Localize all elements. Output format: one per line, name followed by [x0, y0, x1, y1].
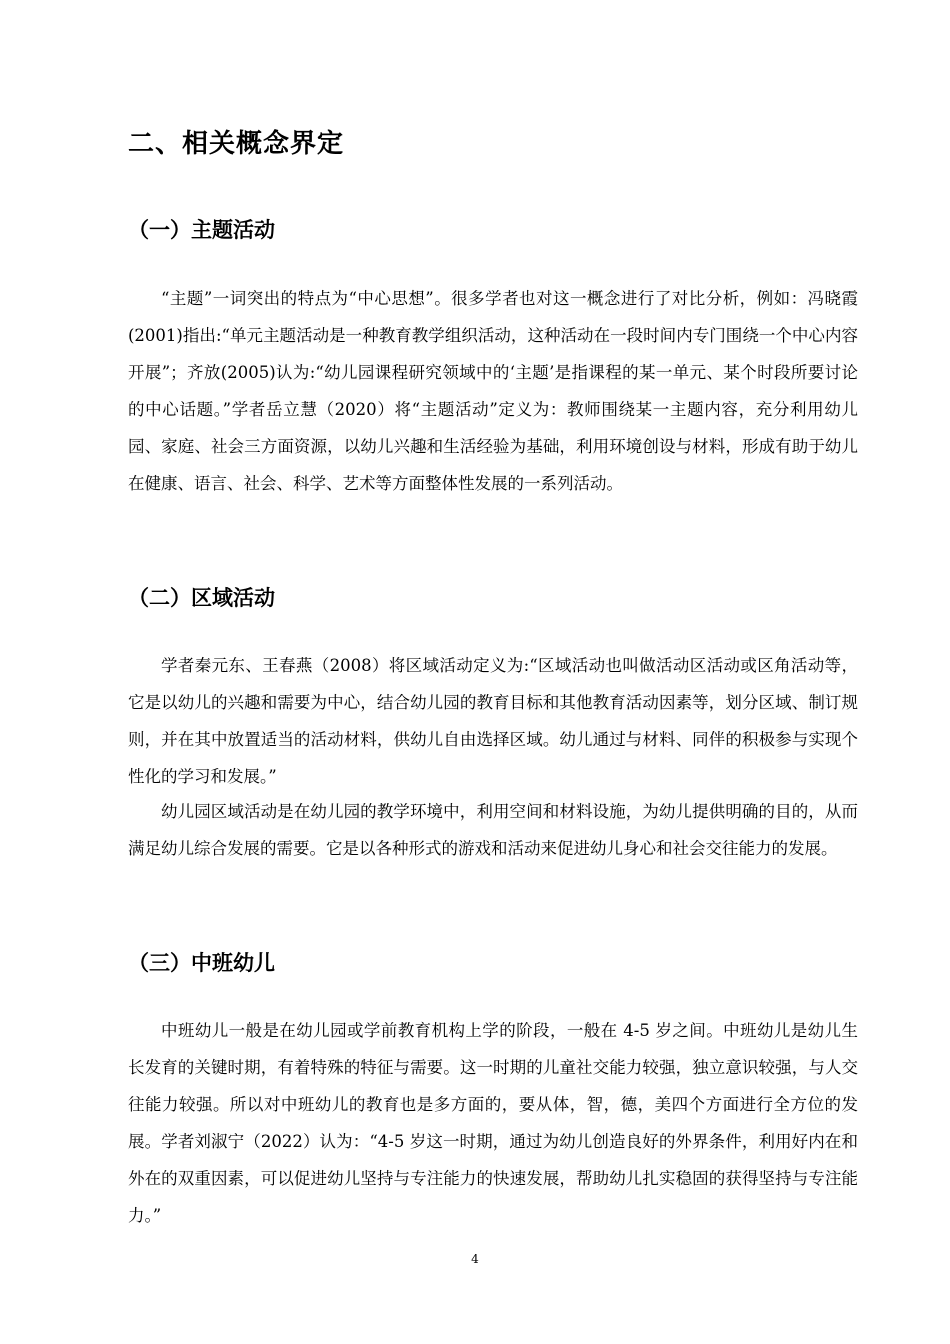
subsection-heading-area-activity: （二）区域活动: [128, 586, 275, 610]
subsection-heading-middle-class-children: （三）中班幼儿: [128, 951, 275, 975]
paragraph-area-activity-purpose: 幼儿园区域活动是在幼儿园的教学环境中，利用空间和材料设施，为幼儿提供明确的目的，从而满足幼儿综合发展的需要。它是以各种形式的游戏和活动来促进幼儿身心和社会交往能力的发展。: [128, 802, 858, 858]
paragraph-theme-activity: “主题”一词突出的特点为“中心思想”。很多学者也对这一概念进行了对比分析，例如：冯晓霞(2001)指出:“单元主题活动是一种教育教学组织活动，这种活动在一段时间内专门围绕一个中心内容开展”；齐放(2005)认为:“幼儿园课程研究领域中的‘主题’是指课程的某一单元、某个时段所要讨论的中心话题。”学者岳立慧（2020）将“主题活动”定义为：教师围绕某一主题内容，充分利用幼儿园、家庭、社会三方面资源，以幼儿兴趣和生活经验为基础，利用环境创设与材料，形成有助于幼儿在健康、语言、社会、科学、艺术等方面整体性发展的一系列活动。: [128, 289, 858, 493]
section-title: 二、相关概念界定: [128, 129, 345, 159]
paragraph-middle-class-children: 中班幼儿一般是在幼儿园或学前教育机构上学的阶段，一般在 4-5 岁之间。中班幼儿是幼儿生长发育的关键时期，有着特殊的特征与需要。这一时期的儿童社交能力较强，独立意识较强，与人交往能力较强。所以对中班幼儿的教育也是多方面的，要从体，智，德，美四个方面进行全方位的发展。学者刘淑宁（2022）认为：“4-5 岁这一时期，通过为幼儿创造良好的外界条件，利用好内在和外在的双重因素，可以促进幼儿坚持与专注能力的快速发展，帮助幼儿扎实稳固的获得坚持与专注能力。”: [128, 1021, 858, 1225]
subsection-heading-theme-activity: （一）主题活动: [128, 218, 275, 242]
paragraph-area-activity-definition: 学者秦元东、王春燕（2008）将区域活动定义为:“区域活动也叫做活动区活动或区角活动等，它是以幼儿的兴趣和需要为中心，结合幼儿园的教育目标和其他教育活动因素等，划分区域、制订规则，并在其中放置适当的活动材料，供幼儿自由选择区域。幼儿通过与材料、同伴的积极参与实现个性化的学习和发展。”: [128, 656, 858, 786]
page-number: 4: [471, 1252, 479, 1266]
